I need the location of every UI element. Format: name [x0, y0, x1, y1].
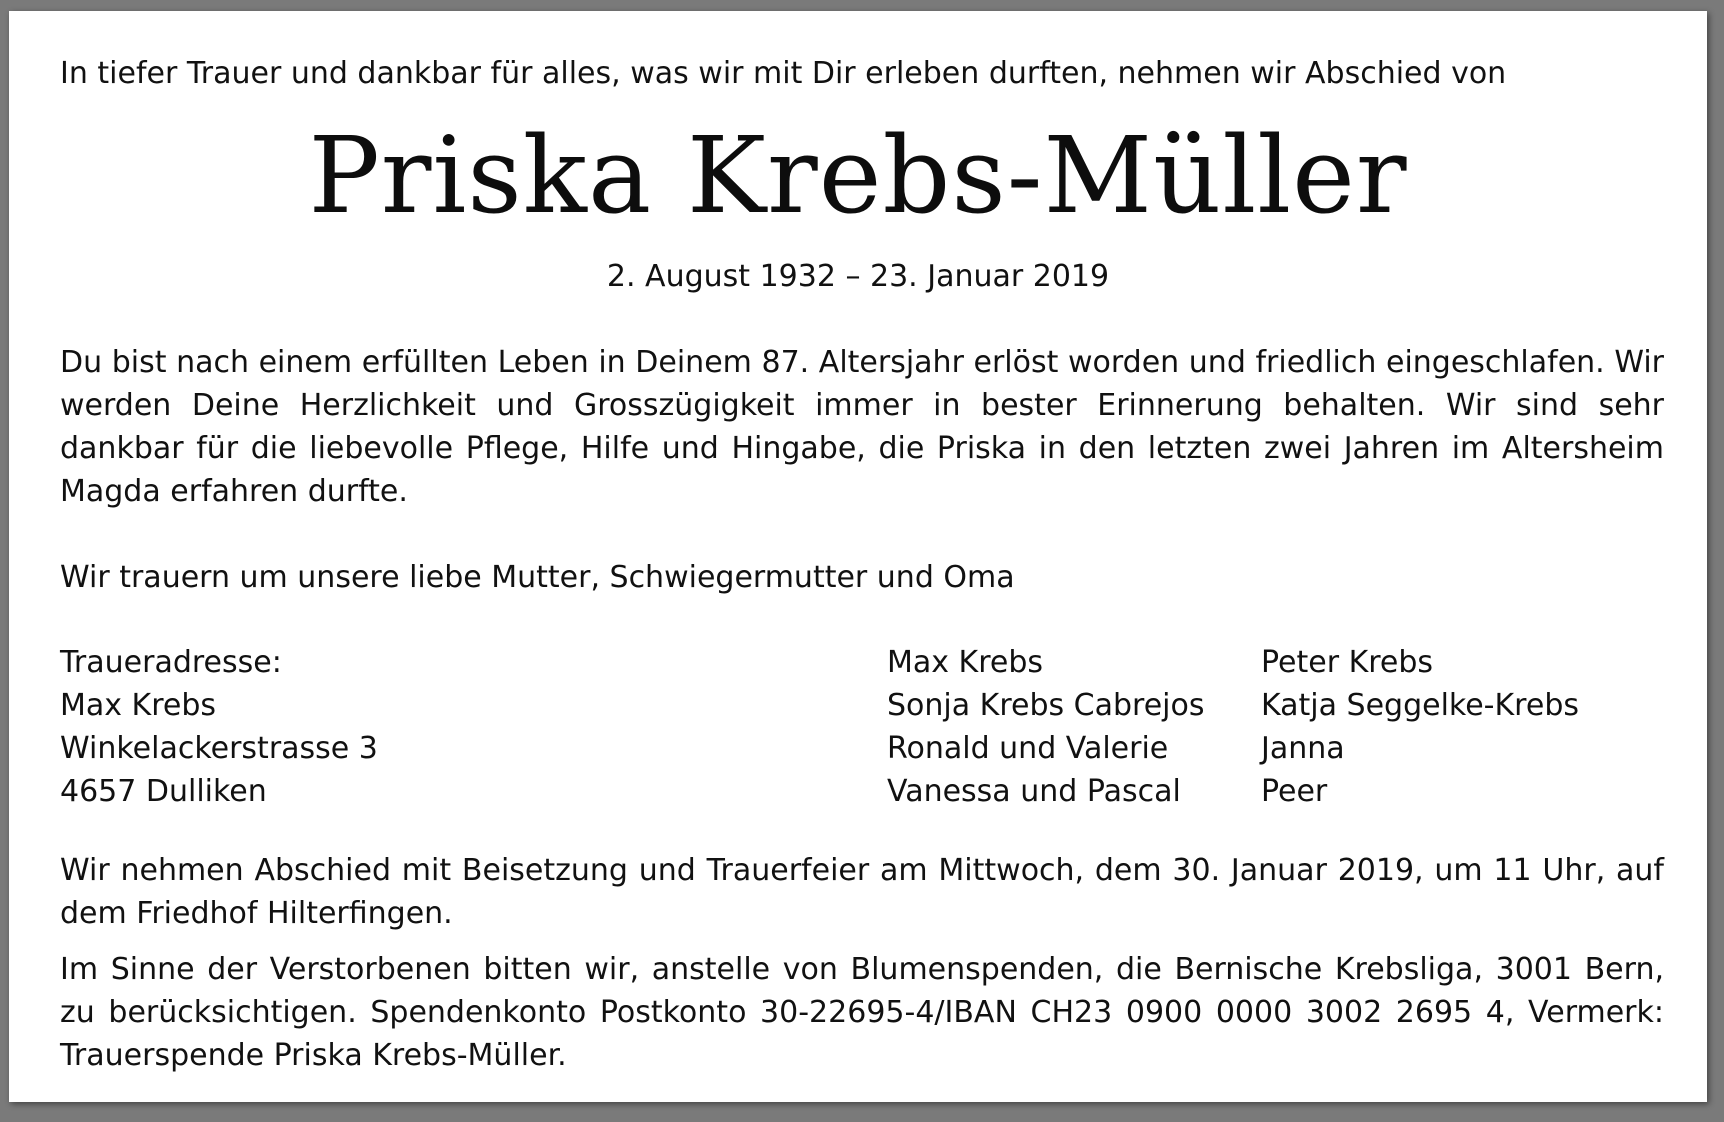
family-member: Peer — [1261, 774, 1328, 809]
deceased-name: Priska Krebs-Müller — [308, 114, 1408, 237]
life-dates: 2. August 1932 – 23. Januar 2019 — [606, 259, 1110, 294]
family-member: Vanessa und Pascal — [887, 774, 1181, 809]
intro-text: In tiefer Trauer und dankbar für alles, was wir mit Dir erleben durften, nehmen wir Abschied von — [60, 56, 1507, 91]
mourning-address — [60, 641, 378, 813]
family-list-column-2 — [1261, 641, 1579, 813]
family-list-column-1 — [887, 641, 1205, 813]
mourning-line: Wir trauern um unsere liebe Mutter, Schwiegermutter und Oma — [60, 560, 1015, 595]
donation-details: Im Sinne der Verstorbenen bitten wir, anstelle von Blumenspenden, die Bernische Krebsliga, 3001 Bern, zu berücksichtigen. Spendenkonto Postkonto 30-22695-4/IBAN CH23 0900 0000 3002 2695 4, Vermerk: Trauerspende Priska Krebs-Müller. — [60, 952, 1664, 1073]
family-member: Katja Seggelke-Krebs — [1261, 688, 1579, 723]
obituary-notice — [9, 11, 1707, 1102]
family-member: Ronald und Valerie — [887, 731, 1169, 766]
family-member: Max Krebs — [887, 645, 1044, 680]
family-member: Sonja Krebs Cabrejos — [887, 688, 1205, 723]
address-label: Traueradresse: — [60, 645, 282, 680]
address-city: 4657 Dulliken — [60, 774, 267, 809]
service-details: Wir nehmen Abschied mit Beisetzung und Trauerfeier am Mittwoch, dem 30. Januar 2019, um 11 Uhr, auf dem Friedhof Hilterfingen. — [60, 853, 1664, 931]
family-member: Peter Krebs — [1261, 645, 1434, 680]
address-street: Winkelackerstrasse 3 — [60, 731, 378, 766]
family-member: Janna — [1261, 731, 1345, 766]
address-name: Max Krebs — [60, 688, 217, 723]
memorial-paragraph: Du bist nach einem erfüllten Leben in Deinem 87. Altersjahr erlöst worden und friedlich eingeschlafen. Wir werden Deine Herzlichkeit und Grosszügigkeit immer in bester Erinnerung behalten. Wir sind sehr dankbar für die liebevolle Pflege, Hilfe und Hingabe, die Priska in den letzten zwei Jahren im Altersheim Magda erfahren durfte. — [60, 345, 1664, 509]
